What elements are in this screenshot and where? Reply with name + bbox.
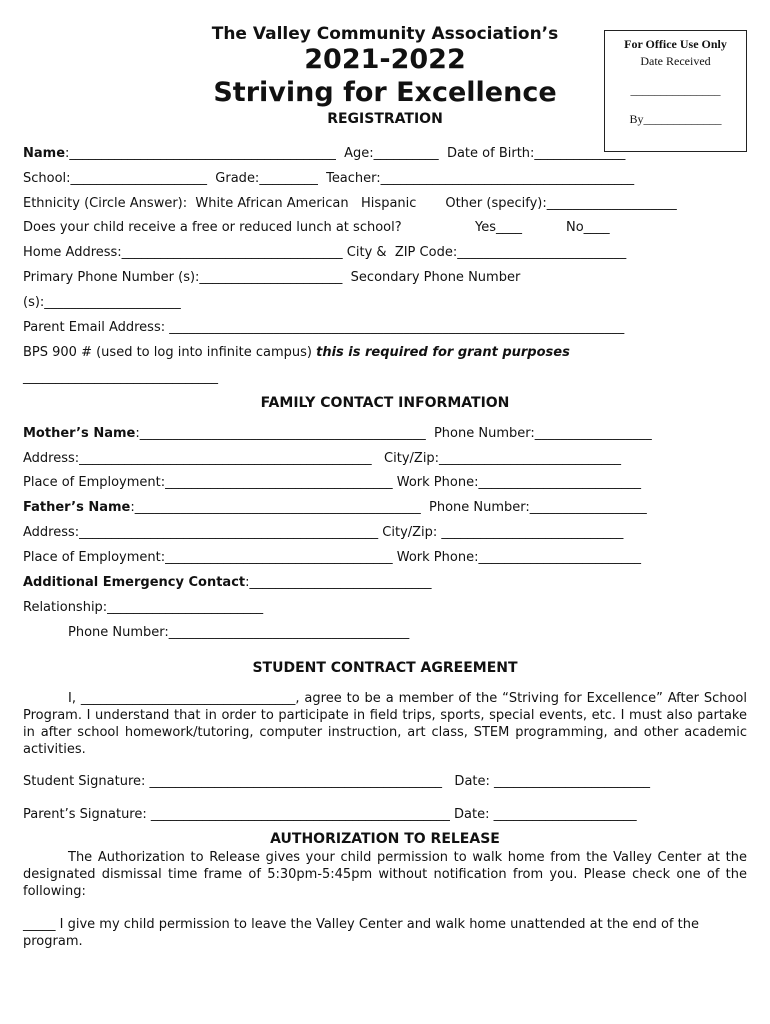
mother-label: Mother’s Name: [23, 426, 136, 441]
name-label: Name: [23, 146, 66, 161]
bps-field[interactable]: ______________________________: [23, 370, 218, 385]
lunch-no-field[interactable]: No____: [566, 220, 610, 235]
mother-name-phone-fields[interactable]: :____________________________________________ Phone Number:__________________: [135, 426, 652, 441]
name-age-dob-fields[interactable]: :_________________________________________ Age:__________ Date of Birth:______________: [65, 146, 626, 161]
form-subtitle: REGISTRATION: [327, 111, 443, 127]
office-use-box: [604, 30, 747, 152]
family-heading: FAMILY CONTACT INFORMATION: [260, 395, 510, 411]
date-received-label: Date Received: [640, 54, 711, 68]
parent-email-row[interactable]: Parent Email Address: ______________________________________________________________________: [23, 320, 625, 335]
name-row[interactable]: [23, 146, 625, 162]
program-title: Striving for Excellence: [213, 77, 557, 108]
father-employment-row[interactable]: Place of Employment:___________________________________ Work Phone:_________________________: [23, 550, 641, 565]
parent-signature-row[interactable]: Parent’s Signature: ______________________________________________ Date: ______________________: [23, 807, 637, 822]
secondary-phone-field[interactable]: (s):_____________________: [23, 295, 181, 310]
bps-row: [23, 345, 570, 361]
emergency-row[interactable]: [23, 575, 432, 591]
contract-text: I, _________________________________, agree to be a member of the “Striving for Excellence” After School Program. I understand that in order to participate in field trips, sports, special events, etc. I must also partake in after school homework/tutoring, computer instruction, art class, STEM programming, and other academic activities.: [23, 691, 747, 757]
father-row[interactable]: [23, 500, 647, 516]
home-address-row[interactable]: Home Address:__________________________________ City & ZIP Code:__________________________: [23, 245, 627, 260]
contract-heading: STUDENT CONTRACT AGREEMENT: [252, 660, 518, 676]
bps-label: BPS 900 # (used to log into infinite campus): [23, 345, 317, 360]
lunch-yes-field[interactable]: Yes____: [475, 220, 522, 235]
school-row[interactable]: School:_____________________ Grade:_________ Teacher:_______________________________________: [23, 171, 635, 186]
lunch-row: [23, 220, 402, 236]
authorization-paragraph: [23, 849, 747, 900]
father-name-phone-fields[interactable]: :____________________________________________ Phone Number:__________________: [130, 500, 647, 515]
received-by-field[interactable]: By_____________: [629, 112, 722, 126]
mother-employment-row[interactable]: Place of Employment:___________________________________ Work Phone:_________________________: [23, 475, 641, 490]
authorization-heading: AUTHORIZATION TO RELEASE: [270, 831, 500, 847]
mother-address-row[interactable]: Address:_____________________________________________ City/Zip:____________________________: [23, 451, 622, 466]
office-use-title: For Office Use Only: [624, 37, 727, 51]
relationship-row[interactable]: Relationship:________________________: [23, 600, 264, 615]
authorization-option[interactable]: _____ I give my child permission to leave the Valley Center and walk home unattended at the end of the program.: [23, 917, 699, 949]
authorization-text: The Authorization to Release gives your child permission to walk home from the Valley Center at the designated dismissal time frame of 5:30pm-5:45pm without notification from you. Please check one of the following:: [23, 850, 747, 899]
contract-paragraph[interactable]: [23, 690, 747, 758]
program-year: 2021-2022: [304, 44, 466, 75]
date-received-field[interactable]: _______________: [630, 83, 721, 97]
father-label: Father’s Name: [23, 500, 131, 515]
phone-row[interactable]: Primary Phone Number (s):______________________ Secondary Phone Number: [23, 270, 521, 285]
mother-row[interactable]: [23, 426, 652, 442]
bps-required-note: this is required for grant purposes: [316, 345, 570, 360]
emergency-label: Additional Emergency Contact: [23, 575, 246, 590]
emergency-phone-row[interactable]: Phone Number:_____________________________________: [68, 625, 410, 640]
org-name: The Valley Community Association’s: [211, 24, 559, 44]
father-address-row[interactable]: Address:______________________________________________ City/Zip: ____________________________: [23, 525, 624, 540]
ethnicity-row[interactable]: Ethnicity (Circle Answer): White African American Hispanic Other (specify):____________________: [23, 196, 677, 211]
student-signature-row[interactable]: Student Signature: _____________________________________________ Date: ________________________: [23, 774, 651, 789]
emergency-contact-field[interactable]: :____________________________: [245, 575, 432, 590]
lunch-question: Does your child receive a free or reduced lunch at school?: [23, 220, 402, 235]
